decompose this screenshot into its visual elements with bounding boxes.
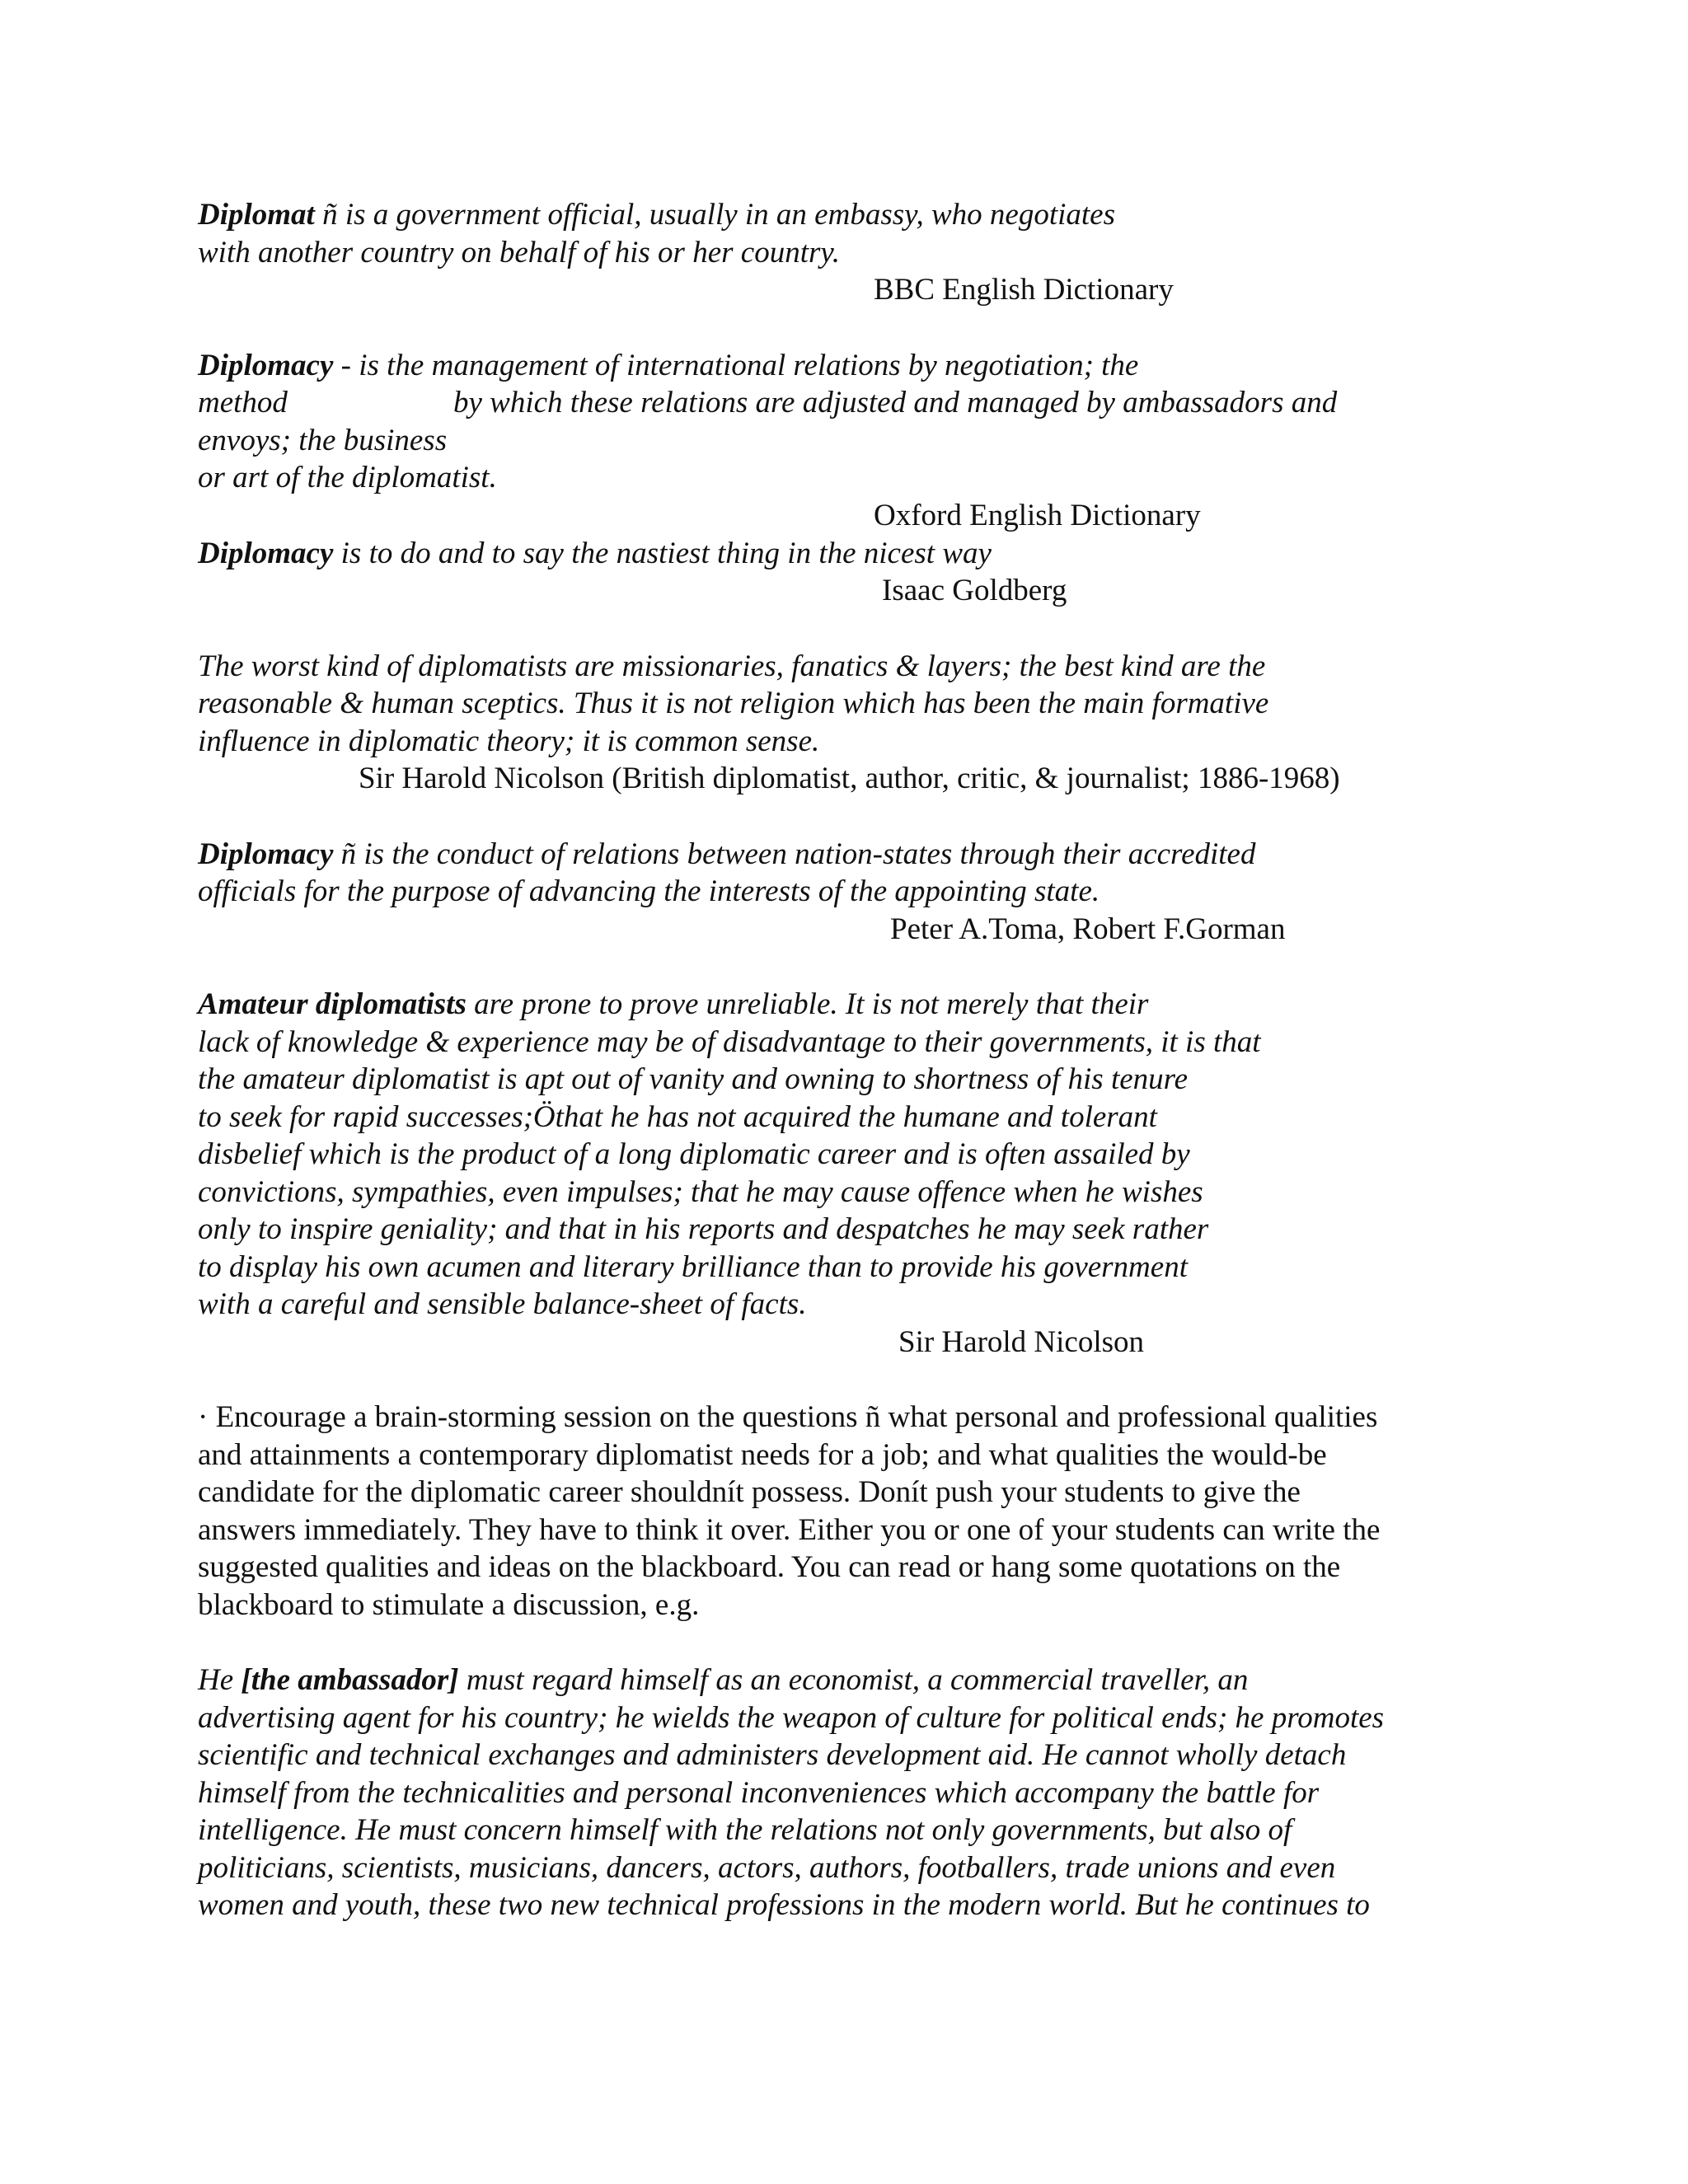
ambassador-line-2: advertising agent for his country; he wields the weapon of culture for political ends; he promotes — [198, 1701, 1385, 1735]
diplomacy-oxford-line-2b: by which these relations are adjusted and managed by ambassadors and — [453, 386, 1338, 419]
definition-text: ñ is the conduct of relations between nation-states through their accredited — [333, 837, 1256, 871]
diplomacy-oxford-line-1 — [198, 347, 1138, 385]
definition-text: - is the management of international relations by negotiation; the — [333, 349, 1139, 382]
amateur-line-9: with a careful and sensible balance-sheet of facts. — [198, 1287, 807, 1321]
term-diplomacy: Diplomacy — [198, 349, 334, 382]
source-oxford: Oxford English Dictionary — [874, 499, 1201, 532]
term-amateur-diplomatists: Amateur diplomatists — [198, 987, 467, 1021]
source-nicolson: Sir Harold Nicolson — [898, 1325, 1145, 1359]
term-diplomacy: Diplomacy — [198, 837, 334, 871]
amateur-line-6: convictions, sympathies, even impulses; that he may cause offence when he wishes — [198, 1175, 1203, 1209]
instruction-line-3: candidate for the diplomatic career shouldnít possess. Donít push your students to give the — [198, 1475, 1301, 1509]
instruction-line-6: blackboard to stimulate a discussion, e.g. — [198, 1588, 700, 1622]
amateur-line-2: lack of knowledge & experience may be of disadvantage to their governments, it is that — [198, 1025, 1261, 1059]
amateur-line-3: the amateur diplomatist is apt out of vanity and owning to shortness of his tenure — [198, 1062, 1189, 1096]
nicolson-quote-line-3: influence in diplomatic theory; it is common sense. — [198, 724, 820, 758]
instruction-line-5: suggested qualities and ideas on the blackboard. You can read or hang some quotations on the — [198, 1550, 1341, 1584]
toma-definition-line-2: officials for the purpose of advancing the interests of the appointing state. — [198, 874, 1100, 908]
term-the-ambassador: [the ambassador] — [241, 1663, 459, 1697]
amateur-line-7: only to inspire geniality; and that in his reports and despatches he may seek rather — [198, 1212, 1209, 1246]
ambassador-line-3: scientific and technical exchanges and administers development aid. He cannot wholly detach — [198, 1738, 1347, 1772]
instruction-line-4: answers immediately. They have to think it over. Either you or one of your students can write the — [198, 1513, 1381, 1547]
diplomacy-oxford-line-4: or art of the diplomatist. — [198, 461, 497, 494]
quote-text: must regard himself as an economist, a commercial traveller, an — [458, 1663, 1249, 1697]
ambassador-line-6: politicians, scientists, musicians, dancers, actors, authors, footballers, trade unions and even — [198, 1851, 1336, 1885]
ambassador-line-4: himself from the technicalities and personal inconveniences which accompany the battle for — [198, 1776, 1320, 1810]
ambassador-line-5: intelligence. He must concern himself with the relations not only governments, but also of — [198, 1813, 1292, 1847]
source-nicolson-full: Sir Harold Nicolson (British diplomatist, author, critic, & journalist; 1886-1968) — [359, 762, 1340, 795]
nicolson-quote-line-1: The worst kind of diplomatists are missionaries, fanatics & layers; the best kind are the — [198, 649, 1266, 683]
diplomacy-goldberg-line-1 — [198, 535, 992, 573]
quote-text: are prone to prove unreliable. It is not merely that their — [466, 987, 1149, 1021]
term-diplomat: Diplomat — [198, 198, 315, 232]
toma-definition-line-1 — [198, 836, 1255, 874]
definition-text: ñ is a government official, usually in an embassy, who negotiates — [314, 198, 1116, 232]
instruction-line-1: · Encourage a brain-storming session on the questions ñ what personal and professional qualities — [198, 1400, 1378, 1434]
diplomacy-oxford-line-3: envoys; the business — [198, 424, 448, 457]
amateur-line-4: to seek for rapid successes;Öthat he has not acquired the humane and tolerant — [198, 1100, 1157, 1134]
source-toma-gorman: Peter A.Toma, Robert F.Gorman — [890, 912, 1286, 946]
source-goldberg: Isaac Goldberg — [882, 574, 1067, 607]
amateur-line-8: to display his own acumen and literary brilliance than to provide his government — [198, 1250, 1188, 1284]
source-bbc: BBC English Dictionary — [874, 273, 1174, 307]
amateur-line-5: disbelief which is the product of a long diplomatic career and is often assailed by — [198, 1137, 1190, 1171]
diplomacy-oxford-line-2a: method — [198, 386, 288, 419]
diplomat-definition-line-2: with another country on behalf of his or her country. — [198, 236, 841, 269]
ambassador-line-1 — [198, 1661, 1248, 1699]
instruction-line-2: and attainments a contemporary diplomatist needs for a job; and what qualities the would-be — [198, 1438, 1327, 1472]
nicolson-quote-line-2: reasonable & human sceptics. Thus it is not religion which has been the main formative — [198, 687, 1269, 720]
quote-text: is to do and to say the nastiest thing in the nicest way — [333, 537, 992, 570]
term-diplomacy: Diplomacy — [198, 537, 334, 570]
amateur-line-1 — [198, 986, 1148, 1024]
ambassador-line-7: women and youth, these two new technical professions in the modern world. But he continues to — [198, 1888, 1370, 1922]
quote-prefix: He — [198, 1663, 241, 1697]
diplomat-definition-line-1 — [198, 196, 1115, 234]
